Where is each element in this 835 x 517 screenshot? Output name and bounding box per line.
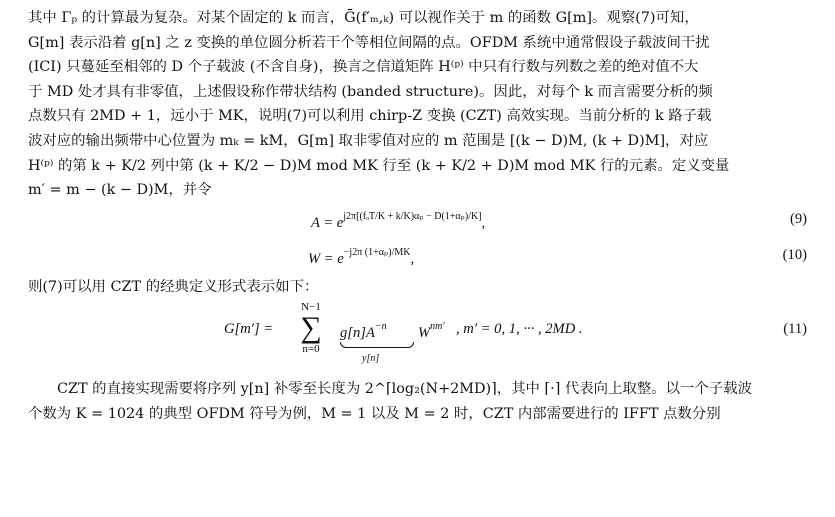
text-line: 于 MD 处才具有非零值，上述假设称作带状结构 (banded structure)。因此，对每个 k 而言需要分析的频 (28, 83, 713, 100)
paragraph-1 (28, 6, 807, 203)
term-exponent: −n (374, 321, 387, 333)
equation-10-body (308, 247, 414, 268)
underbrace (340, 342, 414, 348)
equation-11-condition: , m′ = 0, 1, ··· , 2MD . (456, 321, 583, 338)
text-line: 个数为 K = 1024 的典型 OFDM 符号为例，M = 1 以及 M = 2 时，CZT 内部需要进行的 IFFT 点数分别 (28, 405, 721, 422)
text-line: 则(7)可以用 CZT 的经典定义形式表示如下： (28, 278, 319, 295)
equation-11-number: (11) (783, 321, 807, 338)
equation-9-body (311, 211, 485, 232)
equation-9-tail: , (481, 214, 486, 231)
text-line: (ICI) 只蔓延至相邻的 D 个子载波 (不含自身)，换言之信道矩阵 H⁽ᵖ⁾ 中只有行数与列数之差的绝对值不大 (28, 59, 699, 76)
equation-9-number: (9) (789, 210, 807, 227)
text-line: G[m] 表示沿着 g[n] 之 z 变换的单位圆分析若干个等相位间隔的点。OFDM 系统中通常假设子载波间干扰 (28, 34, 710, 51)
summation (286, 301, 336, 355)
text-line: 点数只有 2MD + 1，远小于 MK，说明(7)可以利用 chirp-Z 变换 (CZT) 高效实现。当前分析的 k 路子载 (28, 108, 712, 125)
paragraph-3 (28, 377, 807, 426)
equation-10-lhs: W = e (308, 250, 344, 267)
rest-base: W (418, 325, 431, 342)
equation-11-lhs: G[m′] = (224, 321, 274, 338)
equation-11-rest (418, 321, 445, 342)
sum-lower-limit: n=0 (302, 343, 320, 356)
text-line: H⁽ᵖ⁾ 的第 k + K/2 列中第 (k + K/2 − D)M mod MK 行至 (k + K/2 + D)M mod MK 行的元素。定义变量 (28, 157, 730, 174)
text-line: m′ = m − (k − D)M，并令 (28, 182, 212, 199)
text-line-content: CZT 的直接实现需要将序列 y[n] 补零至长度为 2^⌈log₂(N+2MD)⌉，其中 ⌈·⌉ 代表向上取整。以一个子载波 (57, 381, 752, 398)
rest-exponent: nm′ (430, 321, 445, 333)
sum-upper-limit: N−1 (301, 301, 321, 314)
equation-10-exponent: −j2π (1+αₚ)/MK (343, 246, 411, 258)
sum-sign: ∑ (300, 311, 322, 345)
equation-11 (28, 299, 807, 377)
text-line: 其中 Γₚ 的计算最为复杂。对某个固定的 k 而言，Ḡ(f′ₘ,ₖ) 可以视作关于 m 的函数 G[m]。观察(7)可知， (28, 10, 699, 26)
text-line: 波对应的输出频带中心位置为 mₖ = kM，G[m] 取非零值对应的 m 范围是 [(k − D)M, (k + D)M]，对应 (28, 132, 709, 149)
equation-9 (28, 203, 807, 239)
paragraph-2 (28, 275, 807, 300)
equation-10-tail: , (410, 250, 415, 267)
equation-11-term (340, 321, 387, 342)
equation-10 (28, 239, 807, 275)
equation-10-number: (10) (782, 246, 807, 263)
text-line (28, 377, 807, 402)
underbrace-label: y[n] (362, 353, 380, 365)
term-base: g[n]A (340, 325, 375, 342)
equation-9-lhs: A = e (311, 214, 344, 231)
equation-9-exponent: j2π[(fₒT/K + k/K)αₚ − D(1+αₚ)/K] (343, 210, 482, 222)
